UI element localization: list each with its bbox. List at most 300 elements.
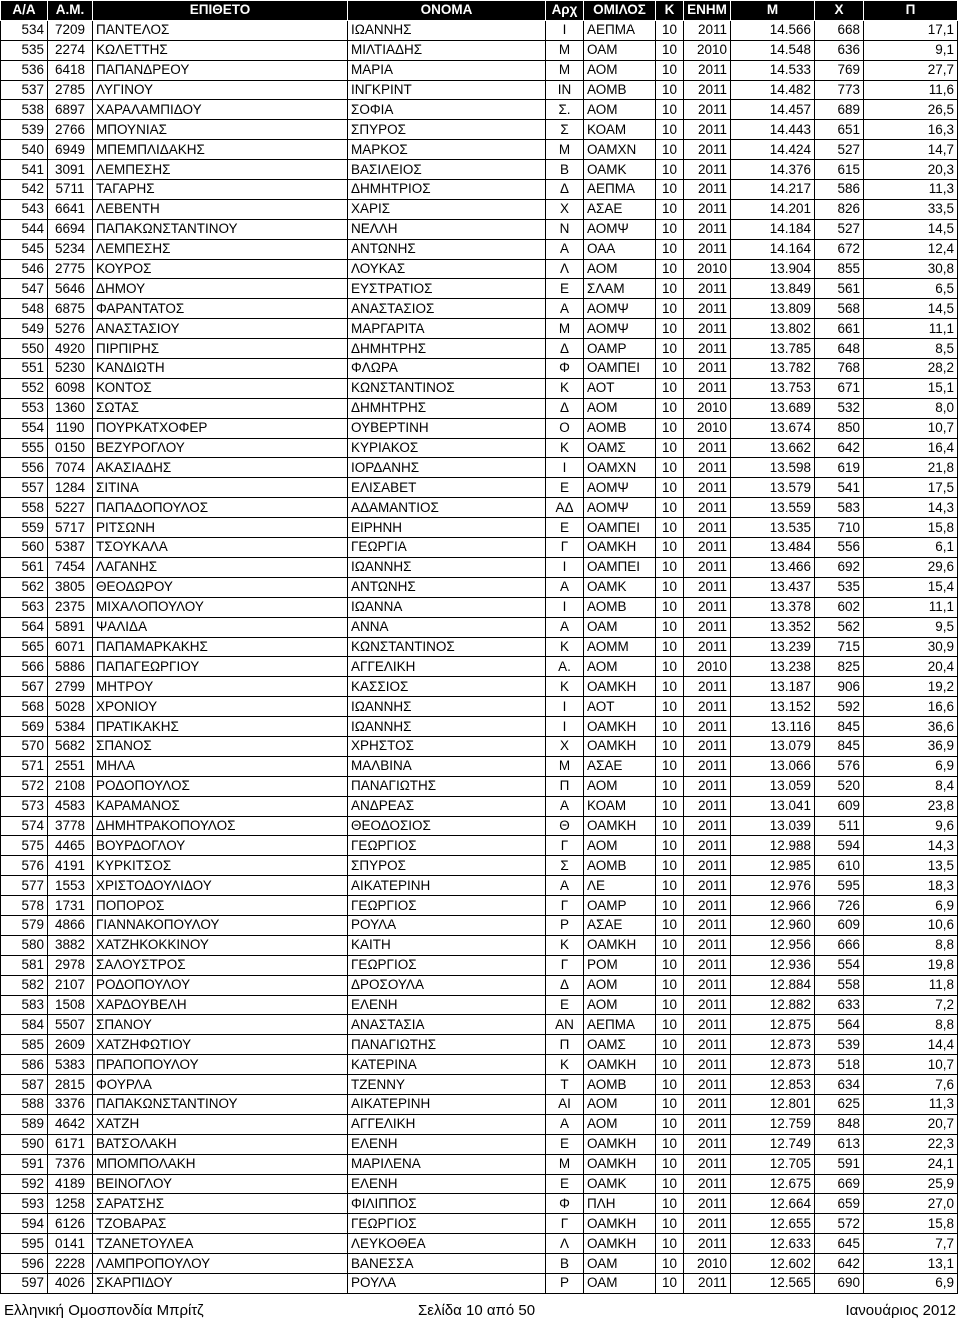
cell-points-x: 568	[815, 299, 864, 319]
cell-k: 10	[656, 199, 684, 219]
cell-club: ΑΟΜΨ	[584, 498, 656, 518]
table-row	[1, 418, 958, 438]
cell-surname: ΦΑΡΑΝΤΑΤΟΣ	[93, 299, 348, 319]
cell-first-name: ΣΟΦΙΑ	[348, 100, 546, 120]
cell-k: 10	[656, 915, 684, 935]
cell-points-x: 768	[815, 359, 864, 379]
cell-first-name: ΜΑΡΙΛΕΝΑ	[348, 1154, 546, 1174]
cell-registration-year: 2010	[684, 398, 731, 418]
cell-initial: Ι	[546, 20, 584, 40]
cell-initial: Ε	[546, 478, 584, 498]
cell-rank: 575	[1, 836, 48, 856]
cell-rank: 547	[1, 279, 48, 299]
cell-points-p: 9,6	[864, 816, 958, 836]
cell-surname: ΠΙΡΠΙΡΗΣ	[93, 339, 348, 359]
cell-first-name: ΤΖΕΝΝΥ	[348, 1075, 546, 1095]
cell-points-x: 636	[815, 40, 864, 60]
table-row	[1, 1234, 958, 1254]
cell-registration-year: 2011	[684, 577, 731, 597]
cell-registration-year: 2011	[684, 1075, 731, 1095]
cell-initial: Λ	[546, 1234, 584, 1254]
cell-rank: 578	[1, 896, 48, 916]
cell-points-x: 850	[815, 418, 864, 438]
cell-club: ΑΟΜ	[584, 836, 656, 856]
cell-club: ΟΑΜΚΗ	[584, 677, 656, 697]
cell-k: 10	[656, 398, 684, 418]
cell-points-p: 21,8	[864, 458, 958, 478]
cell-k: 10	[656, 478, 684, 498]
cell-first-name: ΚΩΝΣΤΑΝΤΙΝΟΣ	[348, 637, 546, 657]
cell-rank: 545	[1, 239, 48, 259]
cell-points-p: 8,8	[864, 1015, 958, 1035]
cell-first-name: ΓΕΩΡΓΙΟΣ	[348, 1214, 546, 1234]
cell-member-id: 3805	[48, 577, 93, 597]
cell-surname: ΣΑΡΑΤΣΗΣ	[93, 1194, 348, 1214]
cell-member-id: 6897	[48, 100, 93, 120]
cell-points-m: 14.482	[731, 80, 815, 100]
cell-points-x: 661	[815, 319, 864, 339]
cell-k: 10	[656, 498, 684, 518]
cell-initial: Ι	[546, 597, 584, 617]
header-surname: ΕΠΙΘΕΤΟ	[93, 1, 348, 21]
cell-points-m: 12.602	[731, 1254, 815, 1274]
cell-points-m: 13.689	[731, 398, 815, 418]
cell-surname: ΔΗΜΟΥ	[93, 279, 348, 299]
cell-member-id: 5230	[48, 359, 93, 379]
cell-first-name: ΜΙΛΤΙΑΔΗΣ	[348, 40, 546, 60]
cell-member-id: 1360	[48, 398, 93, 418]
cell-surname: ΚΟΝΤΟΣ	[93, 378, 348, 398]
cell-registration-year: 2011	[684, 637, 731, 657]
cell-first-name: ΜΑΡΚΟΣ	[348, 140, 546, 160]
cell-club: ΑΟΜ	[584, 776, 656, 796]
cell-points-m: 13.239	[731, 637, 815, 657]
cell-club: ΑΟΜ	[584, 995, 656, 1015]
table-row	[1, 637, 958, 657]
cell-first-name: ΣΠΥΡΟΣ	[348, 120, 546, 140]
table-row	[1, 199, 958, 219]
cell-member-id: 6641	[48, 199, 93, 219]
cell-initial: Σ.	[546, 100, 584, 120]
cell-k: 10	[656, 836, 684, 856]
cell-club: ΑΟΜ	[584, 1094, 656, 1114]
cell-member-id: 5886	[48, 657, 93, 677]
cell-registration-year: 2011	[684, 1274, 731, 1294]
cell-points-m: 12.873	[731, 1035, 815, 1055]
cell-rank: 580	[1, 935, 48, 955]
cell-first-name: ΚΥΡΙΑΚΟΣ	[348, 438, 546, 458]
table-row	[1, 915, 958, 935]
cell-points-m: 13.849	[731, 279, 815, 299]
cell-first-name: ΔΗΜΗΤΡΗΣ	[348, 339, 546, 359]
cell-initial: ΑΙ	[546, 1094, 584, 1114]
table-row	[1, 219, 958, 239]
cell-club: ΡΟΜ	[584, 955, 656, 975]
cell-registration-year: 2011	[684, 438, 731, 458]
cell-points-x: 594	[815, 836, 864, 856]
cell-points-m: 12.956	[731, 935, 815, 955]
cell-rank: 543	[1, 199, 48, 219]
cell-points-m: 12.655	[731, 1214, 815, 1234]
cell-member-id: 2766	[48, 120, 93, 140]
cell-first-name: ΑΝΔΡΕΑΣ	[348, 796, 546, 816]
table-row	[1, 995, 958, 1015]
cell-member-id: 5383	[48, 1055, 93, 1075]
cell-points-x: 561	[815, 279, 864, 299]
cell-club: ΟΑΜΣ	[584, 438, 656, 458]
cell-surname: ΚΥΡΚΙΤΣΟΣ	[93, 856, 348, 876]
cell-club: ΠΛΗ	[584, 1194, 656, 1214]
cell-k: 10	[656, 458, 684, 478]
cell-points-x: 710	[815, 518, 864, 538]
cell-rank: 564	[1, 617, 48, 637]
cell-points-p: 14,3	[864, 498, 958, 518]
cell-member-id: 5227	[48, 498, 93, 518]
cell-rank: 577	[1, 876, 48, 896]
cell-points-p: 16,4	[864, 438, 958, 458]
cell-first-name: ΒΑΣΙΛΕΙΟΣ	[348, 160, 546, 180]
cell-points-x: 586	[815, 180, 864, 200]
cell-k: 10	[656, 776, 684, 796]
cell-k: 10	[656, 677, 684, 697]
cell-member-id: 2978	[48, 955, 93, 975]
cell-rank: 561	[1, 557, 48, 577]
cell-points-m: 13.802	[731, 319, 815, 339]
cell-rank: 540	[1, 140, 48, 160]
cell-points-x: 527	[815, 219, 864, 239]
cell-club: ΑΟΤ	[584, 378, 656, 398]
cell-surname: ΤΑΓΑΡΗΣ	[93, 180, 348, 200]
cell-k: 10	[656, 60, 684, 80]
table-row	[1, 1134, 958, 1154]
cell-k: 10	[656, 120, 684, 140]
cell-member-id: 7074	[48, 458, 93, 478]
cell-points-m: 13.437	[731, 577, 815, 597]
cell-initial: Κ	[546, 935, 584, 955]
cell-club: ΟΑΜΚΗ	[584, 717, 656, 737]
cell-first-name: ΙΩΑΝΝΗΣ	[348, 20, 546, 40]
cell-club: ΑΟΜ	[584, 657, 656, 677]
cell-initial: Χ	[546, 736, 584, 756]
cell-club: ΑΕΠΜΑ	[584, 1015, 656, 1035]
header-club: ΟΜΙΛΟΣ	[584, 1, 656, 21]
cell-club: ΟΑΜΚΗ	[584, 935, 656, 955]
cell-points-m: 12.960	[731, 915, 815, 935]
cell-k: 10	[656, 180, 684, 200]
cell-points-m: 13.378	[731, 597, 815, 617]
cell-k: 10	[656, 279, 684, 299]
cell-points-m: 14.443	[731, 120, 815, 140]
cell-club: ΑΟΜΜ	[584, 637, 656, 657]
cell-k: 10	[656, 20, 684, 40]
cell-points-x: 726	[815, 896, 864, 916]
cell-first-name: ΑΔΑΜΑΝΤΙΟΣ	[348, 498, 546, 518]
cell-surname: ΡΟΔΟΠΟΥΛΟΥ	[93, 975, 348, 995]
cell-first-name: ΧΡΗΣΤΟΣ	[348, 736, 546, 756]
table-row	[1, 597, 958, 617]
cell-points-m: 12.801	[731, 1094, 815, 1114]
cell-rank: 541	[1, 160, 48, 180]
cell-surname: ΑΚΑΣΙΑΔΗΣ	[93, 458, 348, 478]
table-row	[1, 776, 958, 796]
table-row	[1, 955, 958, 975]
cell-club: ΑΟΜΒ	[584, 856, 656, 876]
cell-points-m: 13.039	[731, 816, 815, 836]
cell-initial: Χ	[546, 199, 584, 219]
cell-points-p: 27,7	[864, 60, 958, 80]
cell-registration-year: 2011	[684, 915, 731, 935]
cell-points-p: 20,3	[864, 160, 958, 180]
cell-member-id: 1190	[48, 418, 93, 438]
cell-surname: ΠΑΠΑΜΑΡΚΑΚΗΣ	[93, 637, 348, 657]
cell-points-p: 24,1	[864, 1154, 958, 1174]
cell-initial: Α	[546, 796, 584, 816]
cell-member-id: 1508	[48, 995, 93, 1015]
cell-club: ΑΟΜ	[584, 1114, 656, 1134]
cell-first-name: ΟΥΒΕΡΤΙΝΗ	[348, 418, 546, 438]
cell-k: 10	[656, 617, 684, 637]
cell-registration-year: 2010	[684, 1254, 731, 1274]
cell-rank: 587	[1, 1075, 48, 1095]
cell-points-p: 14,5	[864, 219, 958, 239]
table-row	[1, 1274, 958, 1294]
cell-k: 10	[656, 80, 684, 100]
cell-k: 10	[656, 1075, 684, 1095]
cell-registration-year: 2011	[684, 538, 731, 558]
cell-points-p: 20,7	[864, 1114, 958, 1134]
cell-initial: Ε	[546, 1174, 584, 1194]
cell-surname: ΛΑΓΑΝΗΣ	[93, 557, 348, 577]
cell-first-name: ΦΛΩΡΑ	[348, 359, 546, 379]
cell-club: ΑΣΑΕ	[584, 199, 656, 219]
cell-surname: ΧΑΡΔΟΥΒΕΛΗ	[93, 995, 348, 1015]
cell-club: ΑΟΜΨ	[584, 319, 656, 339]
cell-registration-year: 2011	[684, 975, 731, 995]
cell-member-id: 0150	[48, 438, 93, 458]
cell-initial: Θ	[546, 816, 584, 836]
cell-club: ΑΟΤ	[584, 697, 656, 717]
cell-points-m: 12.875	[731, 1015, 815, 1035]
cell-club: ΟΑΜΠΕΙ	[584, 557, 656, 577]
cell-initial: Μ	[546, 140, 584, 160]
cell-rank: 586	[1, 1055, 48, 1075]
cell-points-p: 15,8	[864, 518, 958, 538]
cell-points-x: 591	[815, 1154, 864, 1174]
cell-surname: ΧΑΤΖΗ	[93, 1114, 348, 1134]
cell-points-m: 13.674	[731, 418, 815, 438]
cell-points-m: 12.985	[731, 856, 815, 876]
cell-initial: Γ	[546, 836, 584, 856]
cell-points-m: 14.184	[731, 219, 815, 239]
cell-rank: 550	[1, 339, 48, 359]
cell-rank: 558	[1, 498, 48, 518]
cell-k: 10	[656, 995, 684, 1015]
cell-registration-year: 2011	[684, 100, 731, 120]
cell-points-x: 845	[815, 736, 864, 756]
cell-points-p: 25,9	[864, 1174, 958, 1194]
cell-points-p: 9,1	[864, 40, 958, 60]
cell-points-p: 8,5	[864, 339, 958, 359]
cell-rank: 565	[1, 637, 48, 657]
cell-points-x: 532	[815, 398, 864, 418]
cell-k: 10	[656, 557, 684, 577]
cell-surname: ΡΙΤΣΩΝΗ	[93, 518, 348, 538]
cell-surname: ΜΠΕΜΠΛΙΔΑΚΗΣ	[93, 140, 348, 160]
table-row	[1, 398, 958, 418]
cell-surname: ΦΟΥΡΛΑ	[93, 1075, 348, 1095]
cell-initial: Δ	[546, 180, 584, 200]
cell-club: ΑΕΠΜΑ	[584, 180, 656, 200]
cell-points-m: 13.904	[731, 259, 815, 279]
table-row	[1, 498, 958, 518]
table-row	[1, 239, 958, 259]
cell-club: ΟΑΜΚΗ	[584, 816, 656, 836]
cell-k: 10	[656, 597, 684, 617]
cell-points-p: 14,5	[864, 299, 958, 319]
cell-first-name: ΘΕΟΔΟΣΙΟΣ	[348, 816, 546, 836]
table-row	[1, 319, 958, 339]
cell-points-m: 12.633	[731, 1234, 815, 1254]
header-rank: Α/Α	[1, 1, 48, 21]
cell-points-p: 15,1	[864, 378, 958, 398]
cell-rank: 562	[1, 577, 48, 597]
cell-initial: Π	[546, 776, 584, 796]
cell-surname: ΠΟΠΟΡΟΣ	[93, 896, 348, 916]
cell-surname: ΣΚΑΡΠΙΔΟΥ	[93, 1274, 348, 1294]
table-row	[1, 1154, 958, 1174]
cell-surname: ΛΕΒΕΝΤΗ	[93, 199, 348, 219]
cell-points-m: 13.238	[731, 657, 815, 677]
cell-member-id: 7376	[48, 1154, 93, 1174]
cell-k: 10	[656, 955, 684, 975]
cell-rank: 589	[1, 1114, 48, 1134]
cell-club: ΚΟΑΜ	[584, 120, 656, 140]
cell-surname: ΤΣΟΥΚΑΛΑ	[93, 538, 348, 558]
cell-club: ΛΕ	[584, 876, 656, 896]
cell-rank: 593	[1, 1194, 48, 1214]
cell-club: ΟΑΜΚ	[584, 160, 656, 180]
cell-club: ΟΑΜ	[584, 617, 656, 637]
cell-surname: ΜΙΧΑΛΟΠΟΥΛΟΥ	[93, 597, 348, 617]
table-header-row	[1, 1, 958, 21]
cell-club: ΟΑΜΠΕΙ	[584, 518, 656, 538]
cell-points-x: 592	[815, 697, 864, 717]
cell-first-name: ΓΕΩΡΓΙΑ	[348, 538, 546, 558]
cell-points-p: 33,5	[864, 199, 958, 219]
cell-initial: Γ	[546, 896, 584, 916]
cell-registration-year: 2011	[684, 1114, 731, 1134]
cell-rank: 588	[1, 1094, 48, 1114]
cell-surname: ΚΟΥΡΟΣ	[93, 259, 348, 279]
cell-rank: 585	[1, 1035, 48, 1055]
header-points-x: Χ	[815, 1, 864, 21]
cell-points-x: 690	[815, 1274, 864, 1294]
cell-first-name: ΑΙΚΑΤΕΡΙΝΗ	[348, 1094, 546, 1114]
cell-points-p: 17,5	[864, 478, 958, 498]
cell-points-x: 769	[815, 60, 864, 80]
cell-first-name: ΚΑΣΣΙΟΣ	[348, 677, 546, 697]
cell-rank: 554	[1, 418, 48, 438]
cell-club: ΟΑΑ	[584, 239, 656, 259]
cell-points-x: 610	[815, 856, 864, 876]
cell-surname: ΤΖΟΒΑΡΑΣ	[93, 1214, 348, 1234]
cell-club: ΟΑΜΚ	[584, 1174, 656, 1194]
cell-k: 10	[656, 518, 684, 538]
cell-initial: Δ	[546, 975, 584, 995]
cell-initial: Δ	[546, 339, 584, 359]
cell-k: 10	[656, 160, 684, 180]
cell-k: 10	[656, 1114, 684, 1134]
cell-rank: 544	[1, 219, 48, 239]
cell-surname: ΛΕΜΠΕΣΗΣ	[93, 160, 348, 180]
cell-club: ΟΑΜΧΝ	[584, 140, 656, 160]
cell-member-id: 2274	[48, 40, 93, 60]
cell-k: 10	[656, 1274, 684, 1294]
table-row	[1, 478, 958, 498]
cell-registration-year: 2011	[684, 1214, 731, 1234]
cell-surname: ΒΕΖΥΡΟΓΛΟΥ	[93, 438, 348, 458]
cell-club: ΟΑΜΚΗ	[584, 736, 656, 756]
cell-registration-year: 2011	[684, 796, 731, 816]
cell-points-p: 11,3	[864, 1094, 958, 1114]
cell-registration-year: 2011	[684, 816, 731, 836]
cell-points-m: 14.201	[731, 199, 815, 219]
cell-rank: 567	[1, 677, 48, 697]
cell-k: 10	[656, 1174, 684, 1194]
cell-member-id: 5646	[48, 279, 93, 299]
cell-points-x: 668	[815, 20, 864, 40]
cell-initial: Μ	[546, 40, 584, 60]
cell-rank: 574	[1, 816, 48, 836]
cell-points-x: 554	[815, 955, 864, 975]
cell-points-x: 625	[815, 1094, 864, 1114]
cell-first-name: ΓΕΩΡΓΙΟΣ	[348, 896, 546, 916]
cell-first-name: ΔΗΜΗΤΡΗΣ	[348, 398, 546, 418]
cell-rank: 591	[1, 1154, 48, 1174]
cell-registration-year: 2011	[684, 1174, 731, 1194]
cell-initial: Α.	[546, 657, 584, 677]
cell-first-name: ΒΑΝΕΣΣΑ	[348, 1254, 546, 1274]
cell-club: ΟΑΜΚΗ	[584, 1055, 656, 1075]
cell-club: ΑΟΜΒ	[584, 597, 656, 617]
cell-points-x: 669	[815, 1174, 864, 1194]
cell-registration-year: 2011	[684, 359, 731, 379]
cell-club: ΟΑΜ	[584, 1254, 656, 1274]
cell-member-id: 6126	[48, 1214, 93, 1234]
cell-rank: 568	[1, 697, 48, 717]
header-member-id: Α.Μ.	[48, 1, 93, 21]
cell-surname: ΧΡΟΝΙΟΥ	[93, 697, 348, 717]
table-row	[1, 1035, 958, 1055]
cell-initial: Κ	[546, 438, 584, 458]
cell-rank: 572	[1, 776, 48, 796]
cell-first-name: ΙΩΑΝΝΗΣ	[348, 697, 546, 717]
cell-points-x: 671	[815, 378, 864, 398]
cell-initial: Ι	[546, 717, 584, 737]
cell-registration-year: 2011	[684, 180, 731, 200]
cell-club: ΑΟΜΨ	[584, 219, 656, 239]
table-row	[1, 80, 958, 100]
cell-registration-year: 2011	[684, 995, 731, 1015]
cell-k: 10	[656, 40, 684, 60]
table-row	[1, 816, 958, 836]
table-row	[1, 1114, 958, 1134]
cell-registration-year: 2011	[684, 80, 731, 100]
cell-club: ΣΛΑΜ	[584, 279, 656, 299]
table-row	[1, 279, 958, 299]
cell-member-id: 6694	[48, 219, 93, 239]
cell-member-id: 6098	[48, 378, 93, 398]
